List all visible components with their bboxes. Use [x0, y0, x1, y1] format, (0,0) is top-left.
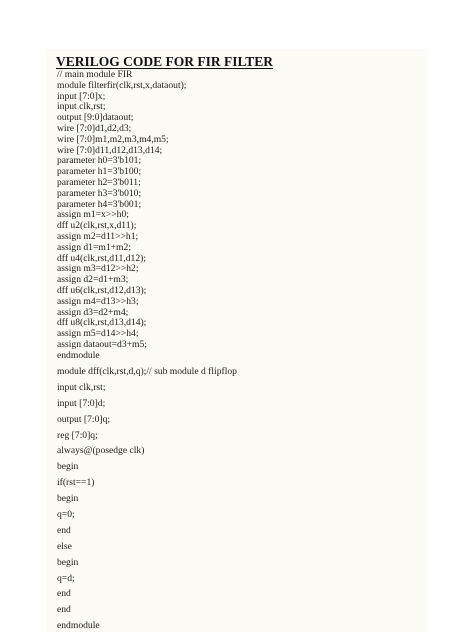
- code-line: parameter h0=3'b101;: [57, 155, 142, 167]
- code-line: endmodule: [57, 349, 100, 361]
- code-line: assign m2=d11>>h1;: [57, 230, 139, 242]
- code-line: dff u2(clk,rst,x,d11);: [57, 220, 137, 232]
- code-line: end: [57, 588, 71, 600]
- code-line: end: [57, 604, 71, 616]
- code-line: wire [7:0]d11,d12,d13,d14;: [57, 144, 163, 156]
- code-line: assign dataout=d3+m5;: [57, 338, 147, 350]
- code-line: dff u6(clk,rst,d12,d13);: [57, 284, 147, 296]
- code-line: input [7:0]x;: [57, 90, 106, 102]
- code-line: assign m3=d12>>h2;: [57, 263, 139, 275]
- sub-module-code: [57, 364, 237, 632]
- code-line: if(rst==1): [57, 477, 95, 489]
- main-module-code: [57, 70, 186, 362]
- code-line: // main module FIR: [57, 69, 133, 80]
- document-title: VERILOG CODE FOR FIR FILTER: [56, 54, 274, 69]
- code-line: assign d1=m1+m2;: [57, 241, 131, 253]
- code-line: endmodule: [57, 620, 100, 632]
- code-line: output [7:0]q;: [57, 413, 111, 425]
- code-line: begin: [57, 461, 79, 473]
- code-line: module filterfir(clk,rst,x,dataout);: [57, 79, 187, 91]
- code-line: end: [57, 524, 71, 536]
- code-line: input clk,rst;: [57, 381, 106, 393]
- code-line: reg [7:0]q;: [57, 429, 98, 441]
- code-line: assign m4=d13>>h3;: [57, 295, 139, 307]
- code-line: else: [57, 540, 72, 552]
- code-line: parameter h2=3'b011;: [57, 176, 141, 188]
- code-line: parameter h4=3'b001;: [57, 198, 142, 210]
- code-line: assign m1=x>>h0;: [57, 209, 129, 221]
- code-line: module dff(clk,rst,d,q);// sub module d flipflop: [57, 366, 237, 377]
- code-line: wire [7:0]m1,m2,m3,m4,m5;: [57, 133, 169, 145]
- code-line: parameter h1=3'b100;: [57, 166, 142, 178]
- code-line: q=0;: [57, 509, 75, 521]
- code-line: begin: [57, 493, 79, 505]
- code-line: wire [7:0]d1,d2,d3;: [57, 122, 132, 134]
- code-line: input clk,rst;: [57, 101, 106, 113]
- code-line: parameter h3=3'b010;: [57, 187, 142, 199]
- code-line: input [7:0]d;: [57, 397, 106, 409]
- code-line: always@(posedge clk): [57, 445, 145, 457]
- code-line: assign d2=d1+m3;: [57, 274, 129, 286]
- code-line: q=d;: [57, 572, 75, 584]
- code-line: output [9:0]dataout;: [57, 112, 134, 124]
- code-line: dff u4(clk,rst,d11,d12);: [57, 252, 146, 264]
- document-page: [46, 49, 427, 632]
- code-line: dff u8(clk,rst,d13,d14);: [57, 317, 147, 329]
- code-line: assign d3=d2+m4;: [57, 306, 129, 318]
- code-line: assign m5=d14>>h4;: [57, 328, 139, 340]
- code-line: begin: [57, 556, 79, 568]
